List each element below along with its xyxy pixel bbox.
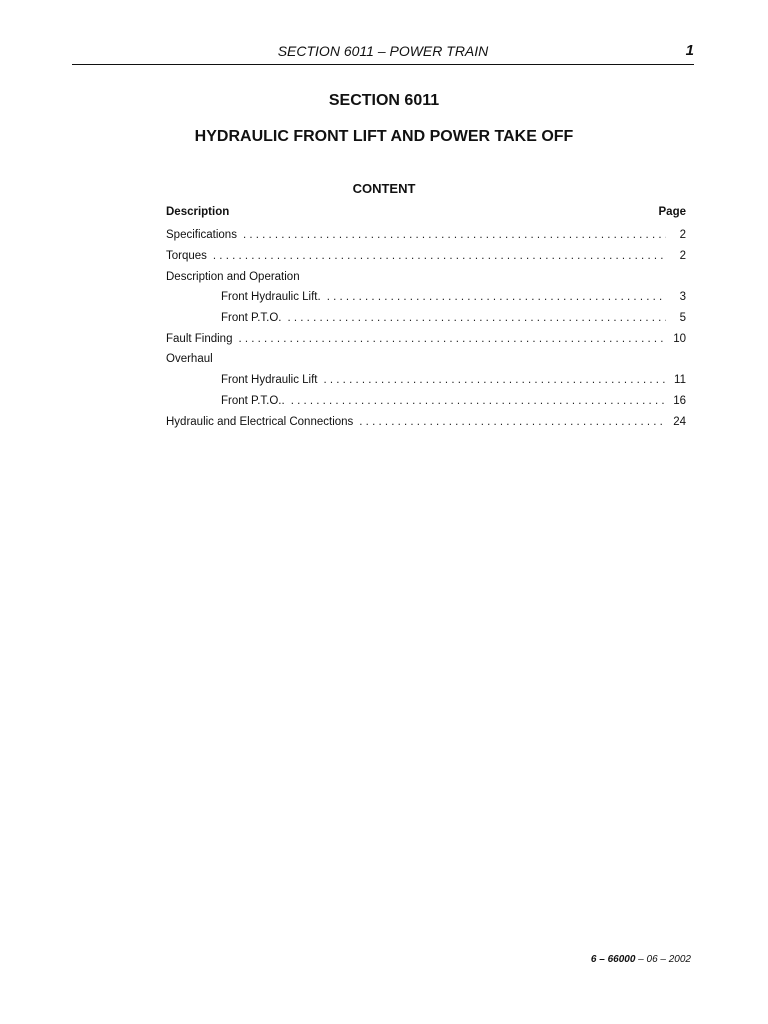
toc-entry[interactable] [166, 349, 686, 370]
toc-entry[interactable] [166, 391, 686, 412]
toc-entry-label: Front Hydraulic Lift [221, 374, 318, 387]
toc-entry[interactable] [166, 308, 686, 329]
toc-entry-page: 2 [679, 250, 686, 263]
toc-dot-leader [238, 333, 666, 345]
toc-entry[interactable] [166, 225, 686, 246]
footer-document-number: 6 – 66000 [590, 954, 636, 965]
toc-dot-leader [213, 250, 666, 262]
footer-date: – 06 – 2002 [635, 954, 691, 965]
contents-heading: CONTENT [352, 181, 416, 196]
toc-entry[interactable] [166, 411, 686, 432]
toc-entry-page: 11 [674, 374, 686, 387]
toc-entry-page: 10 [673, 332, 686, 345]
footer-code [591, 954, 691, 965]
toc-entry-page: 5 [679, 312, 686, 325]
section-title: SECTION 6011 [328, 92, 440, 109]
toc-entry-label: Front Hydraulic Lift. [221, 291, 321, 304]
toc-entry-label: Front P.T.O.. [221, 394, 285, 407]
toc-entry-page: 16 [673, 394, 686, 407]
toc-entry-label: Overhaul [166, 353, 213, 366]
toc-entry[interactable] [166, 328, 686, 349]
toc-dot-leader [359, 416, 666, 428]
toc-entry-label: Fault Finding [166, 332, 233, 345]
toc-entry[interactable] [166, 287, 686, 308]
toc-column-page: Page [658, 206, 686, 218]
toc-entry[interactable] [166, 246, 686, 267]
section-subtitle: HYDRAULIC FRONT LIFT AND POWER TAKE OFF [194, 128, 574, 145]
toc-column-description: Description [166, 206, 230, 218]
toc-entry-label: Description and Operation [166, 270, 300, 283]
toc-entry-label: Front P.T.O. [221, 312, 282, 325]
toc-dot-leader [243, 229, 666, 241]
toc-entry-page: 3 [679, 291, 686, 304]
toc-dot-leader [291, 395, 666, 407]
toc-entries [166, 225, 686, 432]
running-header [72, 40, 694, 65]
toc-header-row [166, 205, 686, 225]
table-of-contents [166, 205, 686, 432]
toc-entry-label: Torques [166, 250, 207, 263]
toc-entry-page: 24 [673, 415, 686, 428]
toc-dot-leader [288, 312, 666, 324]
toc-dot-leader [324, 374, 666, 386]
toc-entry-label: Specifications [166, 229, 237, 242]
running-header-title: SECTION 6011 – POWER TRAIN [277, 43, 489, 59]
toc-entry[interactable] [166, 266, 686, 287]
toc-entry-page: 2 [679, 229, 686, 242]
toc-dot-leader [327, 291, 666, 303]
toc-entry[interactable] [166, 370, 686, 391]
page-number: 1 [685, 42, 694, 59]
toc-entry-label: Hydraulic and Electrical Connections [166, 415, 354, 428]
